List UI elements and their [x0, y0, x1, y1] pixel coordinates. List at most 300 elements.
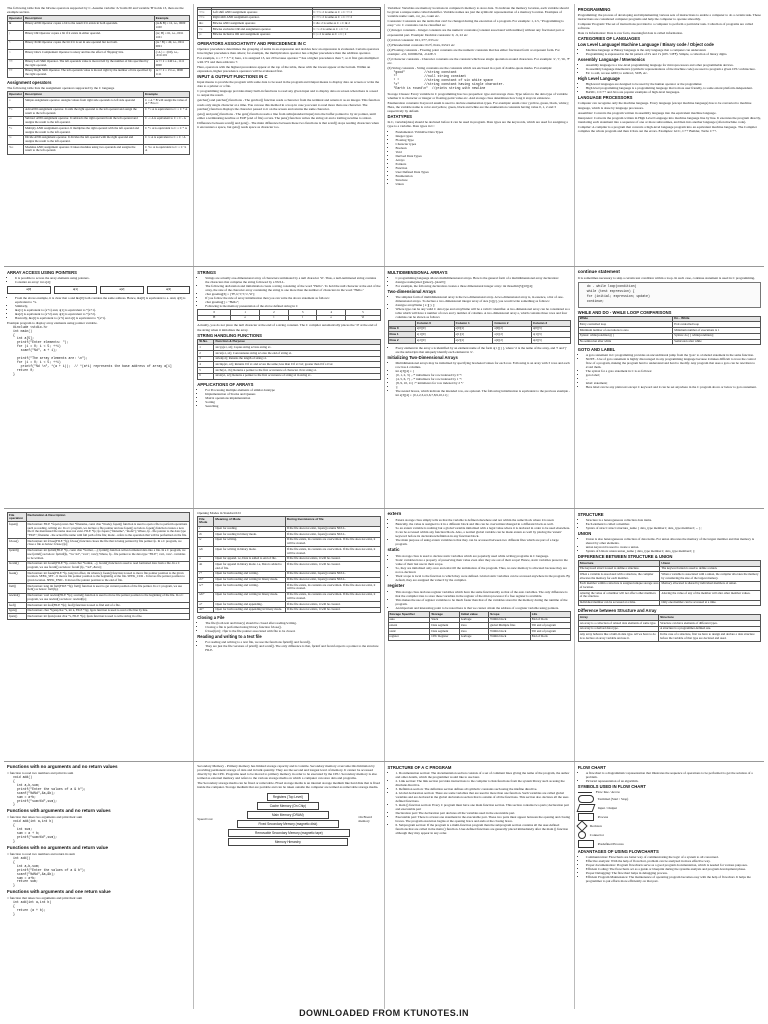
- body-text: (6) String constants - String constants are the constants which are enclosed in a pair of double-quote marks. For example:: [387, 66, 553, 71]
- list-item: • Executable part: There is at least one statement in the executable part. These two parts must appear between the opening and closing braces. The program execution begins at the opening brace and ends at the closing brace.: [396, 815, 571, 823]
- list-item: • Every element in the array a is identified by an element name of the form a[ i ][ j ], where 'a' is the name of the array, and 'i' and 'j' are the subscripts that uniquely identify each element in 'a'.: [396, 346, 571, 354]
- list-item: • Each element is called a member.: [586, 522, 761, 526]
- section-heading: MULTIDIMENSIONAL ARRAYS: [387, 270, 448, 275]
- list-item: • datatype arrayName [ x ][ y ];: [396, 303, 571, 307]
- table-cell: An array is a derived data type.: [578, 626, 658, 632]
- table-row: [198, 537, 380, 546]
- table-row: [8, 548, 190, 561]
- table-cell: <<=: [198, 10, 211, 16]
- table-cell: C -= A is equivalent to C = C - A: [144, 116, 190, 125]
- list-item: • Here label can be any plain text except C keyword and it can be set anywhere in the C program above or below to goto statement.: [586, 385, 761, 389]
- table-cell: ab+: [198, 607, 214, 613]
- section-heading: ADVANTAGES OF USING FLOWCHARTS: [577, 849, 659, 855]
- table-cell: If the file does not exists, it will be created.: [285, 562, 380, 571]
- list-item: • Sorting: [205, 400, 380, 404]
- table-row: [578, 572, 760, 581]
- data-table: [7, 91, 190, 154]
- body-text: Computer can recognize only the machine language. Every language (except machine language) has to be converted to machine language, which is done by language processors.: [577, 101, 752, 110]
- table-cell: The keyword struct is used to define a structure.: [578, 566, 660, 572]
- table-cell: fprintf(): [8, 548, 27, 561]
- table-cell: End of block: [530, 634, 570, 640]
- body-text: Data vs Information: Data is raw facts, meaningful data is called information.: [577, 31, 683, 36]
- table-cell: Within block: [489, 634, 531, 640]
- bullet-list: [197, 276, 380, 308]
- table-cell: <<: [8, 59, 24, 68]
- table-header-row: [8, 513, 190, 522]
- table-cell: If the file exists, its contents are overwritten. If the file does not exist, it will be created.: [285, 583, 380, 592]
- list-item: • The nested braces, which indicate the intended row, are optional. The following initialization is equivalent to the previous example - int a[3][4] = {0,1,2,3,4,5,6,7,8,9,10,11};: [396, 389, 571, 397]
- code-block: "good" //string constant "" //null string constant " " //string constant of six white space "x" //string constant having single character. "Earth is round\n" //prints string with newline: [393, 70, 505, 90]
- symbol-row: [578, 831, 761, 839]
- body-text: (2) Octal constants: 021, 077, 033 etc: [387, 37, 439, 42]
- body-text: Actually, you do not place the null character at the end of a string constant. The C compiler automatically places the '\0' at the end of the string when it initializes the array.: [197, 323, 377, 332]
- table-cell: fscanf(): [8, 561, 27, 570]
- symbol-label: Process: [597, 815, 609, 820]
- grid-cell: a[0][1]: [454, 326, 493, 332]
- section-column: [574, 4, 764, 266]
- bullet-list: [388, 590, 571, 610]
- section-heading: Difference between Structure and Array: [577, 608, 657, 614]
- table-cell: C <<= 2 is same as C = C << 2: [312, 10, 380, 16]
- list-item: • Derived Data Types: [396, 154, 571, 158]
- list-item: • Machine language or Binary language is the only language that a computer can understand.: [586, 48, 761, 52]
- table-row: [8, 68, 190, 77]
- list-item: • Declaration part: The declaration part declares all the variables used in the executable part.: [396, 811, 571, 815]
- table-header-cell: Example: [144, 92, 190, 98]
- grid-cell: a[2][3]: [532, 338, 571, 344]
- grid-cell: a[2][2]: [493, 338, 532, 344]
- list-item: • The syntax for a goto statement in C is as follows:: [586, 369, 761, 373]
- table-cell: (A & B) = 12, i.e., 0000 1100: [154, 21, 190, 30]
- table-row: [8, 40, 190, 49]
- list-item: • label: statement;: [586, 381, 761, 385]
- pyramid-level: Removable Secondary Memory (magnetic tape): [228, 829, 350, 837]
- list-item: • 5. main () function section: Every C program must have one main function section. This section contains two parts; declaration part and executable part: [396, 803, 571, 811]
- body-text: // function that takes two arguments and print their sum: [7, 815, 83, 820]
- table-cell: extern: [388, 623, 430, 629]
- body-text: Opening Modes in Standard I/O: [197, 511, 241, 515]
- table-cell: Open for append in binary mode. i.e, Data is added to end of file.: [214, 562, 285, 571]
- table-header-cell: Life: [530, 612, 570, 618]
- table-cell: wb: [198, 547, 214, 556]
- table-header-cell: File Mode: [198, 517, 214, 526]
- section-heading: APPLICATIONS OF ARRAYS: [197, 381, 254, 387]
- table-header-cell: During Inexistence of file: [285, 517, 380, 526]
- symbol-label: Input / Output: [597, 806, 617, 811]
- table-cell: Syntax: do{ } while(condition);: [673, 333, 761, 339]
- section-heading: Closing a File: [197, 615, 225, 621]
- table-cell: strlen(s1); Returns the length of string s1.: [214, 356, 380, 362]
- table-header-cell: Declaration & Description: [26, 513, 190, 522]
- list-item: • Arrays: [396, 158, 571, 162]
- table-cell: r: [198, 526, 214, 532]
- table-cell: fseek(): [8, 571, 27, 584]
- bold-heading: Functions with arguments and no return values: [7, 808, 111, 814]
- body-text: Interpreter: Converts the program written in High Level Language into machine language line by line. It executes the program directly, translating each statement into a sequence of one or more subroutines, and then into another language (often machine code).: [577, 115, 761, 124]
- list-item: • char greeting[] = "Hello";: [205, 300, 380, 304]
- list-item: • Their scope is local to the function to which they were defined. Global static variables can be accessed anywhere in the program. By default, they are assigned the value 0 by the compiler.: [396, 574, 571, 582]
- list-item: • High-level languages are designed to be used by the human operator or the programmer.: [586, 82, 761, 86]
- table-cell: No semicolon after while: [578, 339, 673, 345]
- table-row: [578, 591, 760, 600]
- data-table: [578, 614, 761, 642]
- section-row: [4, 266, 764, 509]
- bullet-list: [578, 537, 761, 553]
- memory-value-cell: e: [231, 315, 260, 321]
- table-header-cell: Union: [660, 561, 761, 567]
- table-cell: feof(): [8, 603, 27, 609]
- section-heading: Assembly Language / Mnemonics: [577, 57, 645, 63]
- section-heading: High Level Language: [577, 76, 620, 82]
- symbol-label: Connector: [589, 833, 604, 838]
- body-text: Programming: the process of developing and implementing various sets of instructions to enable a computer to do a certain task. These instructions are considered computer programs and help the computer to operate smoothly.: [577, 13, 761, 22]
- section-heading: FLOW CHART: [577, 765, 606, 770]
- list-item: • Searching: [205, 404, 380, 408]
- table-row: [8, 21, 190, 30]
- table-header-row: [198, 517, 380, 526]
- table-header-cell: File operation: [8, 513, 27, 522]
- table-cell: (A ^ B) = 49, i.e., 0011 0001: [154, 40, 190, 49]
- list-item: • Efficient Program Maintenance: The maintenance of operating program becomes easy with the help of flowchart. It helps the programmer to put efforts more efficiently on that part.: [586, 875, 761, 883]
- body-text: gets() and puts() functions - The gets() function reads a line from stdin(standard input) into the buffer pointed to by str pointer, until either a terminating newline or EOF (end of file) occurs. The puts() function writes the string str and a trailing newline to stdout.: [197, 111, 376, 120]
- list-item: • Closing a file is performed using library function fclose().: [205, 625, 380, 629]
- section-heading: WHILE AND DO - WHILE LOOP COMPARISONS: [577, 309, 672, 315]
- section-column: [384, 509, 574, 762]
- memory-index-cell: 1: [231, 310, 260, 316]
- table-cell: 6: [198, 373, 214, 379]
- table-row: [388, 634, 570, 640]
- section-row: [4, 508, 764, 762]
- list-item: • This storage class declares register variables which have the same functionality as that of the auto variables. The only difference is that the compiler tries to store these variables in the register of the microprocessor if a free register is available.: [396, 590, 571, 598]
- bullet-list: [388, 771, 571, 835]
- list-item: • Structure: [396, 178, 571, 182]
- list-item: • Floating Type: [396, 138, 571, 142]
- list-item: • int a[3][4] = {: [396, 369, 571, 373]
- list-item: • Pointers: [396, 162, 571, 166]
- table-header-cell: Description: [24, 16, 155, 22]
- flow-line: do - while loop(condition): [586, 284, 637, 289]
- grid-column-label: Column 0: [415, 321, 454, 327]
- list-item: • ..: [586, 377, 761, 381]
- section-heading: PROGRAMMING: [577, 7, 611, 12]
- code-block: void add() { int a,b,sum; printf("Enter the values of a & b"); scanf("%d%d",&a,&b); sum = a+b; printf("sum=%d",sum); }: [13, 775, 86, 807]
- table-cell: Data segment: [430, 629, 460, 635]
- data-table: [197, 7, 380, 39]
- table-cell: ^=: [198, 27, 211, 33]
- section-heading: STRING HANDLING FUNCTIONS: [197, 332, 262, 338]
- list-item: • fclose(fptr); //fptr is the file pointer associated with file to be closed.: [205, 629, 380, 633]
- table-row: [8, 135, 190, 144]
- section-column: [4, 509, 193, 762]
- table-cell: *=: [8, 126, 24, 135]
- table-cell: When a variable is associated with a structure, the compiler allocates the memory for each member.: [578, 572, 660, 581]
- table-header-cell: Scope: [489, 612, 531, 618]
- bold-heading: static: [387, 547, 400, 552]
- list-item: • Basically, the value is assigned to it in a different block and this can be overwritten/changed in a different block as well.: [396, 522, 571, 526]
- bullet-list: [197, 388, 380, 408]
- bullet-list: [578, 771, 761, 783]
- symbol-row: [578, 813, 761, 821]
- table-cell: strchr(s1, ch); Returns a pointer to the first occurrence of character ch in string s1.: [214, 368, 380, 374]
- list-item: • Syntax of struct: struct structure_name { data_type member1; data_type member2; ... };: [586, 526, 761, 530]
- list-item: • 3. Definition section: The definition section defines all symbolic constants such using the #define directive.: [396, 787, 571, 791]
- list-item: • In assembly language mnemonics (symbolic representations of the machine code) are used to program a given CPU architecture.: [586, 67, 761, 71]
- table-cell: a+: [198, 602, 214, 608]
- table-row: [8, 31, 190, 40]
- list-item: • Matrix operations implementation: [205, 396, 380, 400]
- list-item: • A flowchart is a diagrammatic representation that illustrates the sequence of operations to be performed to get the solution of a problem.: [586, 771, 761, 779]
- table-cell: A >> 2 = 15 i.e., 0000 1111: [154, 68, 190, 77]
- pyramid: [228, 793, 348, 847]
- symbol-row: [578, 804, 761, 812]
- body-text: Computer Program: The set of instructions provided to a computer to perform a particular task. Collection of programs are called software.: [577, 22, 754, 31]
- list-item: • NOTE - Use of goto statement is highly discouraged in any programming language because it makes difficult to trace the control flow of a program, making the program hard to understand and hard to modify. Any program that uses a goto can be rewritten to avoid them.: [586, 357, 761, 369]
- list-item: • From the above example, it is clear that a and &a[0] both contains the same address. Hence, &a[0] is equivalent to a. And, a[0] is equivalent to *a.: [15, 296, 190, 304]
- list-item: • So, they are initialized only once and exist till the termination of the program. Thus, no new memory is allocated because they are not re-declared.: [396, 566, 571, 574]
- table-cell: &=: [198, 21, 211, 27]
- table-cell: r+: [198, 571, 214, 577]
- table-cell: Binary Left Shift Operator. The left operands value is moved left by the number of bits specified by the right operand.: [24, 59, 155, 68]
- list-item: • A goto statement in C programming provides an unconditional jump from the 'goto' to a labeled statement in the same function.: [586, 353, 761, 357]
- bullet-list: [578, 63, 761, 75]
- section-heading: INPUT & OUTPUT FUNCTIONS IN C: [197, 74, 268, 80]
- code-block: #include <stdio.h> int main() { int a[5]; printf("Enter elements: "); for (i = 0; i < 5; ++i) scanf("%d", a + i); printf("The array elements are: \n"); for (i = 0; i < 5; ++i) printf("%d \n", *(a + i)); // *(a+i) represents the base address of array a[i] return 0; }: [13, 324, 172, 376]
- table-row: [198, 583, 380, 592]
- list-item: • {0, 1, 2, 3} , /* initializers for row indexed by 0 */: [396, 373, 571, 377]
- string-memory-diagram: [197, 309, 380, 321]
- list-item: • The file (both text and binary) should be closed after reading/writing.: [205, 621, 380, 625]
- table-cell: >>: [8, 68, 24, 77]
- memory-index-cell: 5: [346, 310, 380, 316]
- table-cell: /=: [8, 135, 24, 144]
- list-item: • goto label;: [586, 373, 761, 377]
- array-cell: a[3]: [147, 286, 191, 294]
- bullet-list: [7, 296, 190, 320]
- grid-column-label: Column 3: [532, 321, 571, 327]
- bullet-list: [578, 518, 761, 530]
- table-cell: Binary OR Operator copies a bit if it exists in either operand.: [24, 31, 155, 40]
- symbol-label: Decision: [589, 824, 602, 829]
- table-cell: Zero: [459, 623, 488, 629]
- bullet-list: [578, 855, 761, 883]
- list-item: • The main purpose of using extern variables is that they can be accessed between two different files which are part of a large program.: [396, 538, 571, 546]
- table-cell: Binary One's Complement Operator is unary and has the effect of 'flipping' bits.: [24, 50, 155, 59]
- bullet-list: [388, 130, 571, 186]
- two-d-array-diagram: [388, 320, 571, 344]
- data-table: [197, 339, 380, 380]
- pyramid-level: Fixed Secondary Memory (magnetic disk): [237, 820, 339, 828]
- list-item: • datatype name[size1][size2]...[sizeN];: [396, 280, 571, 284]
- symbol-label: Terminal (Start / Stop): [597, 797, 629, 802]
- list-item: • Programming is expressed in the bit pattern of 0's and 1's (ON / OFF). Simple, a collection of binary digits.: [586, 52, 761, 56]
- memory-value-row: [198, 315, 380, 321]
- bullet-list: [388, 554, 571, 582]
- section-heading: Low Level Language/ Machine Language / Binary code / Object code: [577, 42, 714, 48]
- array-cell: a[2]: [100, 286, 144, 294]
- list-item: • The following declaration and initialization create a string consisting of the word "Hello". To hold the null character at the end of the array, the size of the character array containing the string is one more than the number of characters in the word "Hello.": [205, 284, 380, 292]
- download-footer: DOWNLOADED FROM KTUNOTES.IN: [299, 1008, 469, 1018]
- continue-flow-diagram: [578, 282, 761, 308]
- body-text: It is sometimes necessary to skip a certain test condition within a loop. In such case, continue statement is used in C programming.: [577, 276, 756, 280]
- list-item: • Consider an array: int a[4];: [15, 280, 190, 284]
- body-text: (5) Character constants - Character constants are the constant which use single quotation around characters. For example: 'a', 'l', 'm', 'F' etc.: [387, 57, 570, 66]
- table-cell: a: [198, 556, 214, 562]
- body-text: Variables: Variables are memory locations in computer's memory to store data. To indicate the memory location, each variable should be given a unique name called identifier. Variable names are just the symbolic representation of a memory location. Examples of variable name: sum, car_no, count etc.: [387, 6, 569, 19]
- table-cell: strstr(s1, s2); Returns a pointer to the first occurrence of string s2 in string s1.: [214, 373, 380, 379]
- bullet-list: [197, 640, 380, 652]
- section-column: [384, 762, 574, 1009]
- section-heading: LANGUAGE PROCESSORS: [577, 95, 633, 101]
- memory-value-cell: l: [288, 315, 317, 321]
- table-cell: 5: [198, 368, 214, 374]
- memory-hierarchy-diagram: [197, 791, 380, 849]
- table-cell: Altering the value of any of the member will alter other member values.: [660, 591, 761, 600]
- table-cell: C |= 2 is same as C = C | 2: [312, 32, 380, 38]
- pyramid-right-label: On Board memory: [358, 814, 372, 824]
- list-item: • Proper documentation: Program flowcharts serve as a good program documentation, which is needed for various purposes.: [586, 863, 761, 867]
- table-cell: C &= 2 is same as C = C & 2: [312, 21, 380, 27]
- table-cell: Declaration: char *fgets(char *s, int n, FILE *fp); fgets function is used to read a file line by line.: [26, 608, 190, 614]
- list-item: • Effective analysis: With the help of flowchart, problem can be analyzed in more effective way.: [586, 859, 761, 863]
- symbol-row: [578, 795, 761, 803]
- table-cell: Within block: [489, 617, 531, 623]
- body-text: // function that takes two arguments and print their sum: [7, 896, 83, 901]
- table-cell: Open for both reading and appending.: [214, 602, 285, 608]
- list-item: • 4. Global declaration section: There are some variables that are used in more than one function. Such variables are called global variables and are declared in the global declaration section that is outside of all the functions. This section also declares all the user-defined functions.: [396, 791, 571, 803]
- grid-cell: a[2][0]: [415, 338, 454, 344]
- flowchart-symbol-icon: [578, 840, 594, 848]
- data-table: [578, 316, 761, 346]
- table-cell: If the file does not exist, fopen() returns NULL.: [285, 532, 380, 538]
- memory-value-cell: H: [198, 315, 231, 321]
- table-cell: Binary XOR Operator copies the bit if it is set in one operand but not both.: [24, 40, 155, 49]
- grid-cell: a[1][3]: [532, 332, 571, 338]
- table-row: [198, 32, 380, 38]
- table-row: [578, 632, 760, 641]
- data-table: [197, 516, 380, 613]
- pyramid-level: Registers (Top Level): [267, 793, 309, 801]
- table-cell: Open for writing.: [214, 537, 285, 546]
- table-row: [198, 547, 380, 556]
- table-cell: C >>= 2 is same as C = C >> 2: [312, 15, 380, 21]
- table-cell: Open for both reading and appending in binary mode.: [214, 607, 285, 613]
- list-item: • It is possible to access the array elements using pointers.: [15, 276, 190, 280]
- grid-cell: a[1][2]: [493, 332, 532, 338]
- section-heading: CATEGORIES OF LANGUAGES: [577, 36, 641, 42]
- table-header-cell: Meaning of Mode: [214, 517, 285, 526]
- list-item: • Multidimensional arrays may be initialized by specifying bracketed values for each row. Following is an array with 3 rows and each row has 4 columns.: [396, 361, 571, 369]
- bold-heading: Functions with arguments and one return value: [7, 889, 111, 895]
- pyramid-left-label: Speed Cost: [197, 817, 213, 822]
- table-cell: Minimum number of executions is 1: [673, 328, 761, 334]
- table-row: [8, 59, 190, 68]
- list-item: • Fundamental / Primitive Data Types: [396, 130, 571, 134]
- symbol-row: [578, 840, 761, 848]
- body-text: C programming language provides many built-in functions to read any given input and to display data on screen when there is a need to output the result.: [197, 89, 378, 98]
- table-cell: If the file does not exist, fopen() returns NULL.: [285, 571, 380, 577]
- bullet-list: [388, 346, 571, 354]
- table-row: [8, 561, 190, 570]
- table-row: [198, 592, 380, 601]
- table-cell: fputs(): [8, 614, 27, 620]
- grid-cell: a[1][0]: [415, 332, 454, 338]
- table-cell: Till end of program: [530, 629, 570, 635]
- table-header-cell: Description: [24, 92, 144, 98]
- list-item: • Where type can be any valid C data type and arrayName will be a valid C identifier. A two-dimensional array can be considered as a table which will have x number of rows and y number of columns. A two-dimensional array a, which contains three rows and four columns can be shown as follows: [396, 307, 571, 319]
- pyramid-level: Cache Memory (On Chip): [257, 802, 319, 810]
- body-text: getchar() and putchar() functions - The getchar() function reads a character from the terminal and returns it as an integer. This function reads only single character at a time. You can use this method in a loop in case you want to read more than one character. The putchar() function displays the character passed to it on the screen and returns the same character.: [197, 98, 380, 111]
- list-item: • So an extern variable is nothing but a global variable initialized with a legal value where it is declared in order to be used elsewhere. It can be accessed within any function/block. Also, a normal global variable can be made extern as well by placing the 'extern' keyword before its declaration/definition in any function/block.: [396, 526, 571, 538]
- bullet-list: [388, 361, 571, 397]
- table-cell: Garbage: [459, 617, 488, 623]
- body-text: Here, operators with the highest precedence appear at the top of the table, those with the lowest appear at the bottom. Within an expression, higher precedence operators will be evaluated first.: [197, 64, 371, 73]
- table-cell: If the file does not exist, fopen() returns NULL.: [285, 577, 380, 583]
- table-cell: Left shift AND assignment operator.: [211, 10, 312, 16]
- table-cell: Open for writing in binary mode.: [214, 547, 285, 556]
- table-cell: If the file does not exists, it will be created.: [285, 607, 380, 613]
- bullet-list: [578, 48, 761, 56]
- body-text: Difference between scanf() and gets() - The main difference between these two functions is that scanf() stops reading characters when it encounters a space, but gets() reads space as character too.: [197, 120, 379, 130]
- list-item: • BASIC, C/C++ and Java are popular examples of high-level languages.: [586, 90, 761, 94]
- bullet-list: [578, 353, 761, 389]
- table-row: [8, 107, 190, 116]
- body-text: Operator precedence determines the grouping of terms in an expression and decides how an expression is evaluated. Certain operators have higher precedence than others; for example, the multiplication operator has a higher precedence than the addition operator.: [197, 46, 380, 55]
- table-cell: w: [198, 537, 214, 546]
- table-cell: C *= A is equivalent to C = C * A: [144, 126, 190, 135]
- table-cell: rewind(): [8, 593, 27, 602]
- grid-cell: a[0][0]: [415, 326, 454, 332]
- list-item: • Assembly language is a low-level programming language for microprocessors and other programmable devices.: [586, 63, 761, 67]
- memory-value-cell: o: [317, 315, 346, 321]
- table-row: [578, 600, 760, 606]
- table-cell: C = A + B will assign the value of A + B to C: [144, 98, 190, 107]
- data-table: [7, 15, 190, 78]
- table-cell: ~: [8, 50, 24, 59]
- table-header-cell: Initial value: [459, 612, 488, 618]
- table-row: [198, 607, 380, 613]
- list-item: • C programming language allows multidimensional arrays. Here is the general form of a multidimensional array declaration:: [396, 276, 571, 280]
- table-header-cell: Do - While: [673, 316, 761, 322]
- table-cell: fgets(): [8, 608, 27, 614]
- list-item: • };: [396, 385, 571, 389]
- table-cell: 1: [198, 345, 214, 351]
- section-column: [4, 4, 193, 266]
- flowchart-symbol-icon: [576, 804, 595, 812]
- table-row: [8, 571, 190, 584]
- section-heading: SYMBOLS USED IN FLOW CHART: [577, 784, 646, 789]
- array-diagram: [7, 286, 190, 294]
- table-cell: 3: [198, 356, 214, 362]
- section-column: [4, 267, 193, 509]
- list-item: • union keyword is used to create a union.: [586, 545, 761, 549]
- section-heading: OPERATORS ASSOCIATIVITY AND PRECEDENCE IN C: [197, 40, 306, 46]
- list-item: • Union is also heterogeneous collection of data items. For union allocates the memory of the largest member and that memory is shared by other elements.: [586, 537, 761, 545]
- list-item: • Boolean: [396, 146, 571, 150]
- table-cell: Within block: [489, 629, 531, 635]
- bullet-list: [578, 82, 761, 94]
- section-heading: Two-dimensional Arrays: [387, 289, 436, 294]
- list-item: • User Defined Data Types: [396, 170, 571, 174]
- section-heading: Reading and writing to a text file: [197, 634, 262, 640]
- body-text: The following table lists the assignment operators supported by the C language: [7, 86, 115, 91]
- array-cell: a[0]: [7, 286, 51, 294]
- table-cell: A structure is a programmer-defined one.: [659, 626, 761, 632]
- list-item: • Function: [396, 166, 571, 170]
- data-table: [7, 512, 190, 620]
- table-cell: strcat(s1, s2); Concatenates string s2 onto the end of string s1.: [214, 351, 380, 357]
- list-item: • Character types: [396, 142, 571, 146]
- grid-cell: a[0][3]: [532, 326, 571, 332]
